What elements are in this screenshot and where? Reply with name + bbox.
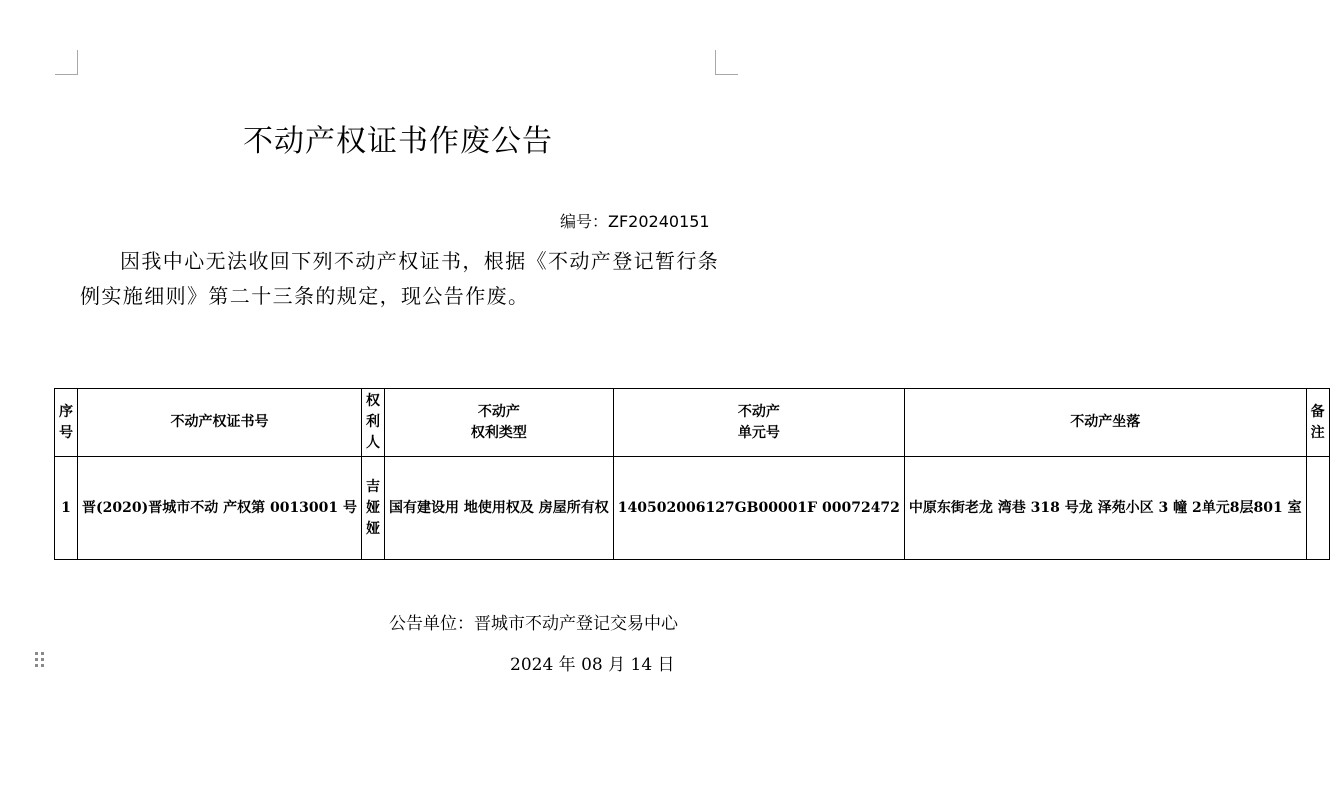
crop-mark-top-left (55, 50, 78, 75)
void-certificate-table (54, 388, 1330, 560)
header-unit-no: 不动产 单元号 (613, 389, 904, 457)
cell-seq: 1 (55, 457, 78, 560)
cell-unit-no: 140502006127GB00001F 00072472 (613, 457, 904, 560)
header-holder: 权利人 (362, 389, 385, 457)
notice-body-paragraph: 因我中心无法收回下列不动产权证书，根据《不动产登记暂行条例实施细则》第二十三条的规定，现公告作废。 (80, 249, 720, 308)
header-right-type: 不动产 权利类型 (385, 389, 614, 457)
cell-holder: 吉娅娅 (362, 457, 385, 560)
table-row (55, 457, 1330, 560)
cell-cert-no: 晋(2020)晋城市不动 产权第 0013001 号 (78, 457, 362, 560)
cell-right-type: 国有建设用 地使用权及 房屋所有权 (385, 457, 614, 560)
drag-handle-icon[interactable] (35, 652, 45, 668)
document-number: 编号：ZF20240151 (560, 212, 710, 231)
cell-remarks (1306, 457, 1329, 560)
header-location: 不动产坐落 (904, 389, 1306, 457)
publisher-line: 公告单位：晋城市不动产登记交易中心 (389, 614, 678, 634)
table-header-row (55, 389, 1330, 457)
header-seq: 序 号 (55, 389, 78, 457)
cell-location: 中原东街老龙 湾巷 318 号龙 泽苑小区 3 幢 2单元8层801 室 (904, 457, 1306, 560)
page-title: 不动产权证书作废公告 (243, 124, 553, 159)
crop-mark-top-right (715, 50, 738, 75)
header-cert-no: 不动产权证书号 (78, 389, 362, 457)
header-remarks: 备注 (1306, 389, 1329, 457)
publish-date: 2024 年 08 月 14 日 (510, 655, 675, 675)
